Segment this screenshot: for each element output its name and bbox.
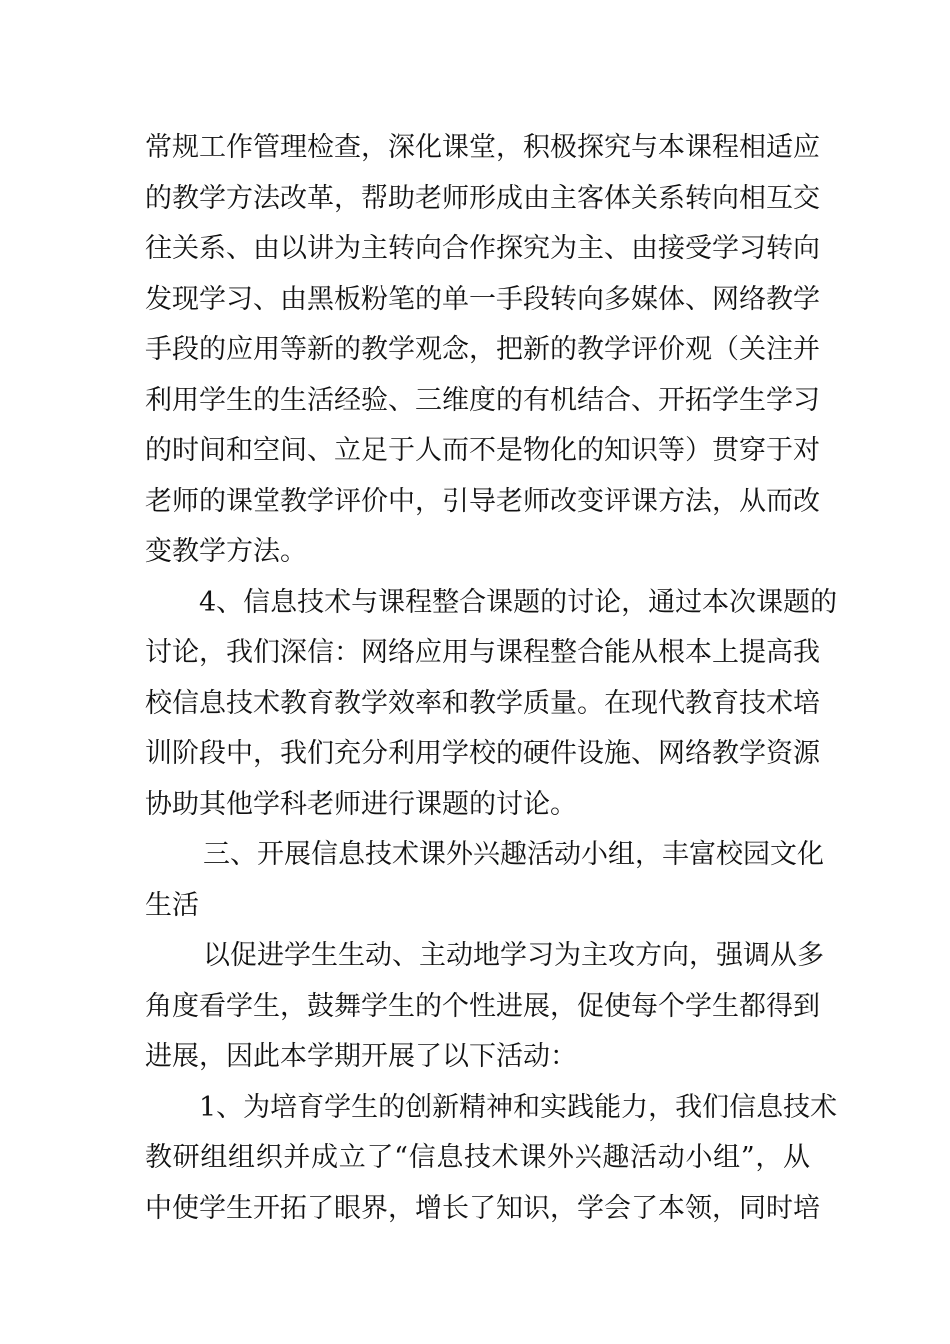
text-line: 变教学方法。 [145, 536, 307, 567]
text-line: 利用学生的生活经验、三维度的有机结合、开拓学生学习 [145, 384, 820, 416]
text-line: 讨论，我们深信：网络应用与课程整合能从根本上提高我 [145, 637, 820, 668]
text-line: 中使学生开拓了眼界，增长了知识，学会了本领，同时培 [145, 1192, 820, 1224]
paragraph-start-line: 以促进学生生动、主动地学习为主攻方向，强调从多 [203, 940, 824, 971]
section-heading-line: 生活 [145, 889, 199, 921]
text-line: 的时间和空间、立足于人而不是物化的知识等）贯穿于对 [145, 435, 820, 466]
text-line: 老师的课堂教学评价中，引导老师改变评课方法，从而改 [145, 485, 820, 517]
text-line: 的教学方法改革，帮助老师形成由主客体关系转向相互交 [145, 182, 820, 214]
section-heading-line: 三、开展信息技术课外兴趣活动小组，丰富校园文化 [203, 839, 824, 870]
paragraph-start-line: 1、为培育学生的创新精神和实践能力，我们信息技术 [199, 1091, 838, 1123]
text-line: 发现学习、由黑板粉笔的单一手段转向多媒体、网络教学 [145, 283, 820, 315]
text-line: 协助其他学科老师进行课题的讨论。 [145, 788, 577, 820]
text-line: 角度看学生，鼓舞学生的个性进展，促使每个学生都得到 [145, 990, 820, 1022]
text-line: 校信息技术教育教学效率和教学质量。在现代教育技术培 [145, 687, 820, 719]
text-line: 教研组组织并成立了“信息技术课外兴趣活动小组”，从 [145, 1142, 810, 1173]
text-line: 训阶段中，我们充分利用学校的硬件设施、网络教学资源 [145, 738, 820, 769]
text-line: 进展，因此本学期开展了以下活动： [145, 1041, 577, 1072]
paragraph-start-line: 4、信息技术与课程整合课题的讨论，通过本次课题的 [199, 586, 838, 618]
body-text [145, 123, 838, 1234]
text-line: 往关系、由以讲为主转向合作探究为主、由接受学习转向 [145, 233, 820, 264]
text-line: 常规工作管理检查，深化课堂，积极探究与本课程相适应 [145, 132, 820, 163]
text-line: 手段的应用等新的教学观念，把新的教学评价观（关注并 [145, 334, 820, 365]
